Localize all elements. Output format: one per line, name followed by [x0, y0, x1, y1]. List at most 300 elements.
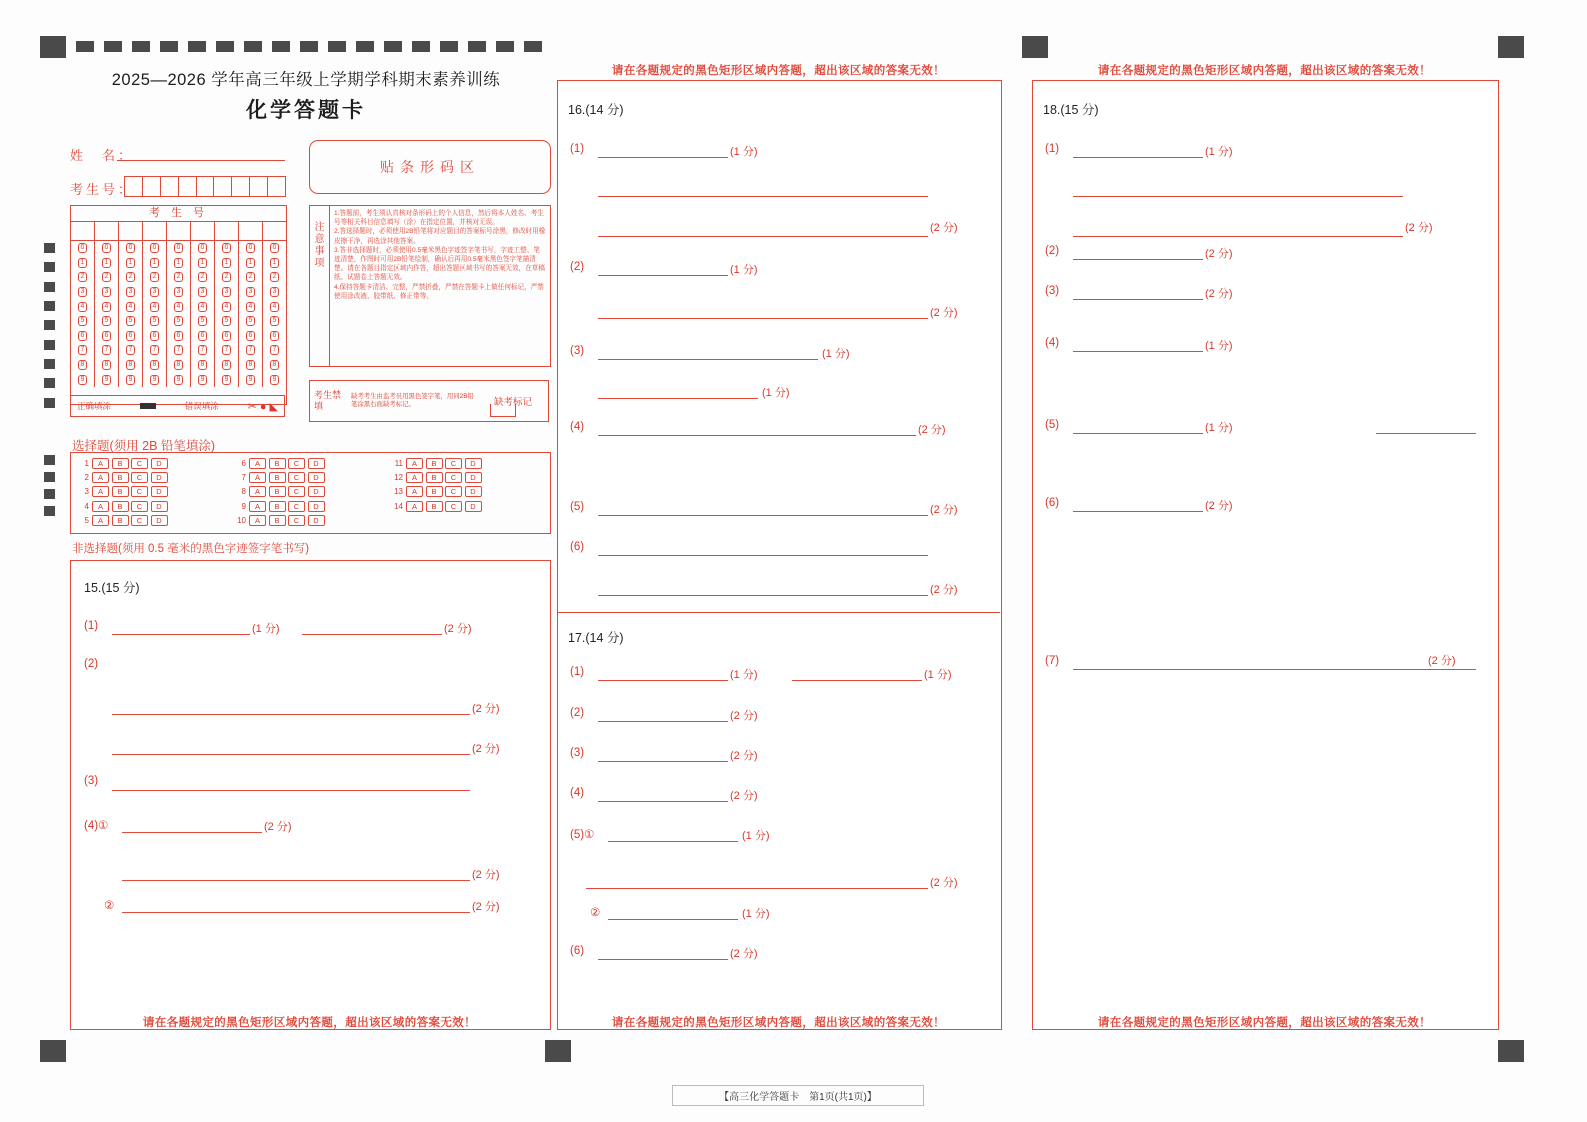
- student-id-bubble[interactable]: 3: [215, 285, 239, 300]
- choice-row-number: 3: [84, 487, 89, 497]
- student-id-bubble[interactable]: 0: [95, 241, 119, 256]
- q15-mark: (2 分): [472, 869, 500, 881]
- student-id-bubble[interactable]: 4: [167, 299, 191, 314]
- page-footer: 【高三化学答题卡 第1页(共1页)】: [672, 1085, 924, 1106]
- student-id-bubble[interactable]: 8: [191, 358, 215, 373]
- choice-option-bubble[interactable]: D: [308, 501, 325, 512]
- q18-answer-line[interactable]: [1073, 351, 1203, 352]
- choice-row-number: 11: [394, 458, 403, 468]
- choice-option-bubble[interactable]: B: [426, 472, 443, 483]
- q17-mark: (1 分): [742, 830, 770, 842]
- q15-item-4-label: (4)①: [84, 820, 109, 832]
- choice-option-bubble[interactable]: B: [269, 458, 286, 469]
- choice-option-bubble[interactable]: B: [112, 486, 129, 497]
- choice-option-bubble[interactable]: D: [151, 501, 168, 512]
- name-label: 姓 名：: [70, 148, 135, 163]
- question-title-16: 16.(14 分): [568, 103, 624, 117]
- q17-mark: (1 分): [742, 908, 770, 920]
- q17-mark: (1 分): [730, 669, 758, 681]
- choice-option-bubble[interactable]: C: [131, 458, 148, 469]
- student-id-bubble[interactable]: 9: [95, 372, 119, 387]
- q18-answer-line[interactable]: [1073, 669, 1476, 670]
- choice-row-number: 5: [84, 516, 89, 526]
- choice-row[interactable]: [75, 514, 232, 528]
- side-mark: [44, 359, 55, 369]
- student-id-bubble[interactable]: 1: [263, 256, 286, 271]
- student-id-bubble-row[interactable]: [71, 358, 286, 373]
- choice-row[interactable]: [389, 485, 546, 499]
- q16-answer-line[interactable]: [598, 555, 928, 556]
- choice-option-bubble[interactable]: C: [131, 501, 148, 512]
- instruction-item: 1.答题前，考生须认真核对条形码上的个人信息，然后将本人姓名、考生号等相关科目信息填写（涂）在指定位置，并核对无误。: [334, 210, 544, 227]
- choice-option-bubble[interactable]: B: [269, 515, 286, 526]
- student-id-bubble[interactable]: 6: [191, 329, 215, 344]
- corner-mark-tl: [40, 36, 66, 58]
- choice-row-number: 14: [394, 501, 403, 511]
- student-id-bubble[interactable]: 3: [119, 285, 143, 300]
- bottom-warning-middle: 请在各题规定的黑色矩形区域内答题，超出该区域的答案无效！: [611, 1017, 946, 1029]
- student-id-bubble[interactable]: 2: [71, 270, 95, 285]
- student-id-bubble[interactable]: 8: [95, 358, 119, 373]
- q18-mark: (1 分): [1205, 340, 1233, 352]
- student-id-bubble[interactable]: 4: [95, 299, 119, 314]
- student-id-bubble[interactable]: 3: [167, 285, 191, 300]
- choice-option-bubble[interactable]: D: [465, 486, 482, 497]
- q18-item-4-label: (4): [1045, 337, 1060, 349]
- choice-option-bubble[interactable]: C: [288, 501, 305, 512]
- edge-mark: [468, 41, 486, 52]
- student-id-bubble[interactable]: 2: [191, 270, 215, 285]
- student-id-bubble[interactable]: 7: [167, 343, 191, 358]
- choice-option-bubble[interactable]: C: [288, 472, 305, 483]
- choice-row[interactable]: [75, 485, 232, 499]
- q16-answer-line[interactable]: [598, 435, 916, 436]
- student-id-bubble[interactable]: 5: [215, 314, 239, 329]
- q17-answer-line[interactable]: [608, 919, 738, 920]
- student-id-bubble[interactable]: 9: [71, 372, 95, 387]
- absent-mark-label: 缺考标记: [493, 397, 532, 408]
- q17-item-3-label: (3): [570, 747, 585, 759]
- choice-option-bubble[interactable]: B: [426, 501, 443, 512]
- choice-option-bubble[interactable]: D: [308, 472, 325, 483]
- choice-option-bubble[interactable]: B: [426, 458, 443, 469]
- q18-item-5-label: (5): [1045, 419, 1060, 431]
- student-id-bubble[interactable]: 5: [71, 314, 95, 329]
- q18-answer-line[interactable]: [1376, 433, 1476, 434]
- choice-option-bubble[interactable]: C: [445, 458, 462, 469]
- choice-option-bubble[interactable]: C: [445, 501, 462, 512]
- answer-panel-q15[interactable]: [70, 560, 551, 1030]
- choice-option-bubble[interactable]: C: [288, 458, 305, 469]
- instruction-item: 3.答非选择题时，必须使用0.5毫米黑色字迹签字笔书写，字迹工整、笔迹清楚，作图时可用2B铅笔绘制，确认后再用0.5毫米黑色签字笔描清楚。请在各题目指定区域内作答，超出答题区域书写的答案无效，在草稿纸、试题卷上答题无效。: [334, 246, 545, 282]
- edge-mark: [524, 41, 542, 52]
- edge-mark: [216, 41, 234, 52]
- choice-option-bubble[interactable]: D: [308, 515, 325, 526]
- choice-option-bubble[interactable]: B: [269, 472, 286, 483]
- student-id-bubble[interactable]: 7: [263, 343, 286, 358]
- choice-row-number: 10: [237, 516, 246, 526]
- student-id-bubble-row[interactable]: [71, 299, 286, 314]
- top-warning-middle: 请在各题规定的黑色矩形区域内答题，超出该区域的答案无效！: [611, 65, 946, 77]
- student-id-bubble[interactable]: 2: [239, 270, 263, 285]
- choice-option-bubble[interactable]: B: [112, 472, 129, 483]
- student-id-bubble[interactable]: 4: [143, 299, 167, 314]
- student-id-bubble[interactable]: 2: [143, 270, 167, 285]
- choice-column-2[interactable]: [232, 456, 389, 530]
- student-id-bubble[interactable]: 0: [143, 241, 167, 256]
- student-id-bubble[interactable]: 1: [95, 256, 119, 271]
- absent-mark-bubble[interactable]: [490, 404, 516, 417]
- q17-item-5-label: (5)①: [570, 829, 595, 841]
- choice-row[interactable]: [232, 456, 389, 470]
- choice-option-bubble[interactable]: C: [131, 472, 148, 483]
- q15-answer-line[interactable]: [122, 912, 470, 913]
- q17-mark: (2 分): [730, 750, 758, 762]
- student-id-bubble[interactable]: 7: [191, 343, 215, 358]
- choice-option-bubble[interactable]: D: [151, 486, 168, 497]
- side-mark: [44, 455, 55, 465]
- student-id-bubble[interactable]: 9: [119, 372, 143, 387]
- edge-mark: [272, 41, 290, 52]
- student-id-bubble[interactable]: 6: [167, 329, 191, 344]
- q18-item-2-label: (2): [1045, 245, 1060, 257]
- student-id-bubble[interactable]: 6: [263, 329, 286, 344]
- choice-section-title: 选择题(须用 2B 铅笔填涂): [72, 439, 216, 453]
- q16-answer-line[interactable]: [598, 157, 728, 158]
- exam-no-input[interactable]: [124, 176, 286, 197]
- student-id-bubble[interactable]: 3: [263, 285, 286, 300]
- choice-option-bubble[interactable]: A: [92, 515, 109, 526]
- side-mark: [44, 262, 55, 272]
- q17-answer-line[interactable]: [598, 761, 728, 762]
- q15-answer-line[interactable]: [112, 790, 470, 791]
- q17-answer-line[interactable]: [598, 721, 728, 722]
- q17-answer-line[interactable]: [598, 801, 728, 802]
- student-id-bubble[interactable]: 3: [95, 285, 119, 300]
- choice-option-bubble[interactable]: D: [465, 501, 482, 512]
- student-id-bubble[interactable]: 7: [71, 343, 95, 358]
- student-id-bubble[interactable]: 4: [71, 299, 95, 314]
- choice-option-bubble[interactable]: A: [406, 458, 423, 469]
- student-id-bubble[interactable]: 1: [239, 256, 263, 271]
- choice-row[interactable]: [389, 499, 546, 513]
- side-mark: [44, 506, 55, 516]
- choice-option-bubble[interactable]: D: [465, 458, 482, 469]
- student-id-bubble-row[interactable]: [71, 270, 286, 285]
- corner-mark-br: [1498, 1040, 1524, 1062]
- student-id-bubble[interactable]: 6: [215, 329, 239, 344]
- student-id-bubble-rows[interactable]: [71, 241, 286, 387]
- choice-column-3[interactable]: [389, 456, 546, 530]
- student-id-bubble[interactable]: 5: [239, 314, 263, 329]
- fill-example-box: [70, 395, 285, 417]
- student-id-bubble-row[interactable]: [71, 372, 286, 387]
- student-id-bubble[interactable]: 3: [239, 285, 263, 300]
- choice-option-bubble[interactable]: A: [249, 458, 266, 469]
- q15-item-3-label: (3): [84, 775, 99, 787]
- q18-answer-line[interactable]: [1073, 433, 1203, 434]
- q17-item-6-label: ②: [590, 907, 601, 919]
- student-id-bubble[interactable]: 1: [143, 256, 167, 271]
- student-id-bubble[interactable]: 0: [191, 241, 215, 256]
- q16-mark: (2 分): [930, 504, 958, 516]
- choice-option-bubble[interactable]: A: [92, 501, 109, 512]
- q18-answer-line[interactable]: [1073, 236, 1403, 237]
- choice-row-number: 6: [241, 458, 246, 468]
- student-id-bubble[interactable]: 9: [215, 372, 239, 387]
- student-id-bubble[interactable]: 0: [167, 241, 191, 256]
- q18-mark: (2 分): [1205, 288, 1233, 300]
- student-id-bubble-row[interactable]: [71, 329, 286, 344]
- student-id-bubble[interactable]: 9: [191, 372, 215, 387]
- question-title-18: 18.(15 分): [1043, 103, 1099, 117]
- q15-answer-line[interactable]: [122, 880, 470, 881]
- student-id-bubble[interactable]: 8: [263, 358, 286, 373]
- choice-option-bubble[interactable]: A: [249, 486, 266, 497]
- choice-row[interactable]: [75, 456, 232, 470]
- edge-mark: [328, 41, 346, 52]
- student-id-bubble[interactable]: 5: [143, 314, 167, 329]
- choice-row[interactable]: [232, 499, 389, 513]
- q17-item-1-label: (1): [570, 666, 585, 678]
- student-id-bubble[interactable]: 7: [239, 343, 263, 358]
- fill-wrong-marks: ✂ ● ◣: [247, 400, 278, 413]
- student-id-bubble[interactable]: 0: [215, 241, 239, 256]
- q18-mark: (1 分): [1205, 422, 1233, 434]
- choice-option-bubble[interactable]: A: [249, 515, 266, 526]
- choice-row[interactable]: [389, 470, 546, 484]
- edge-mark: [356, 41, 374, 52]
- student-id-digit-entry-row[interactable]: [71, 222, 286, 241]
- q18-mark: (2 分): [1205, 500, 1233, 512]
- student-id-bubble[interactable]: 2: [119, 270, 143, 285]
- choice-option-bubble[interactable]: D: [465, 472, 482, 483]
- student-id-bubble[interactable]: 7: [119, 343, 143, 358]
- student-id-bubble[interactable]: 2: [215, 270, 239, 285]
- instruction-item: 2.答选择题时，必须使用2B铅笔将对应题目的答案标号涂黑，修改时用橡皮擦干净，再选涂其他答案。: [334, 228, 546, 245]
- edge-mark: [244, 41, 262, 52]
- student-id-bubble[interactable]: 1: [71, 256, 95, 271]
- choice-row[interactable]: [232, 485, 389, 499]
- choice-option-bubble[interactable]: A: [249, 501, 266, 512]
- choice-option-bubble[interactable]: D: [151, 472, 168, 483]
- q16-item-1-label: (1): [570, 143, 585, 155]
- q18-answer-line[interactable]: [1073, 259, 1203, 260]
- choice-option-bubble[interactable]: A: [92, 458, 109, 469]
- choice-option-bubble[interactable]: B: [112, 501, 129, 512]
- choice-option-bubble[interactable]: B: [426, 486, 443, 497]
- q16-answer-line[interactable]: [598, 196, 928, 197]
- student-id-bubble[interactable]: 6: [143, 329, 167, 344]
- student-id-bubble[interactable]: 8: [239, 358, 263, 373]
- student-id-bubble[interactable]: 4: [263, 299, 286, 314]
- student-id-bubble[interactable]: 1: [191, 256, 215, 271]
- student-id-bubble[interactable]: 7: [215, 343, 239, 358]
- student-id-bubble[interactable]: 6: [95, 329, 119, 344]
- q16-answer-line[interactable]: [598, 275, 728, 276]
- student-id-bubble[interactable]: 8: [167, 358, 191, 373]
- q15-answer-line[interactable]: [122, 832, 262, 833]
- student-id-bubble[interactable]: 4: [215, 299, 239, 314]
- student-id-bubble-row[interactable]: [71, 241, 286, 256]
- q17-answer-line[interactable]: [586, 888, 928, 889]
- student-id-bubble[interactable]: 9: [167, 372, 191, 387]
- choice-option-bubble[interactable]: B: [112, 515, 129, 526]
- q18-answer-line[interactable]: [1073, 511, 1203, 512]
- student-id-bubble[interactable]: 5: [119, 314, 143, 329]
- q16-mark: (1 分): [730, 264, 758, 276]
- student-id-bubble[interactable]: 6: [119, 329, 143, 344]
- student-id-grid[interactable]: [70, 205, 287, 405]
- student-id-bubble[interactable]: 1: [167, 256, 191, 271]
- student-id-bubble[interactable]: 2: [167, 270, 191, 285]
- choice-option-bubble[interactable]: A: [406, 486, 423, 497]
- student-id-bubble[interactable]: 2: [263, 270, 286, 285]
- q17-answer-line[interactable]: [598, 680, 728, 681]
- student-id-bubble[interactable]: 4: [239, 299, 263, 314]
- q16-answer-line[interactable]: [598, 595, 928, 596]
- student-id-bubble[interactable]: 1: [215, 256, 239, 271]
- choice-column-1[interactable]: [75, 456, 232, 530]
- student-id-bubble[interactable]: 9: [143, 372, 167, 387]
- choice-option-bubble[interactable]: A: [92, 472, 109, 483]
- choice-option-bubble[interactable]: A: [92, 486, 109, 497]
- student-id-bubble-row[interactable]: [71, 285, 286, 300]
- instructions-text: [330, 206, 550, 366]
- q17-mark: (2 分): [730, 790, 758, 802]
- student-id-bubble[interactable]: 0: [119, 241, 143, 256]
- edge-mark: [76, 41, 94, 52]
- q18-mark: (2 分): [1405, 222, 1433, 234]
- choice-option-bubble[interactable]: A: [249, 472, 266, 483]
- q17-answer-line[interactable]: [608, 841, 738, 842]
- q15-answer-line[interactable]: [112, 634, 250, 635]
- fill-wrong-label: 错误填涂: [184, 401, 219, 411]
- student-id-bubble[interactable]: 2: [95, 270, 119, 285]
- student-id-bubble[interactable]: 5: [167, 314, 191, 329]
- student-id-bubble[interactable]: 9: [263, 372, 286, 387]
- choice-option-bubble[interactable]: C: [445, 472, 462, 483]
- student-id-bubble[interactable]: 8: [215, 358, 239, 373]
- instruction-item: 4.保持答题卡清洁、完整，严禁折叠，严禁在答题卡上做任何标记，严禁使用涂改液、胶带纸、修正带等。: [334, 283, 544, 300]
- corner-mark-bl: [40, 1040, 66, 1062]
- q17-answer-line[interactable]: [598, 959, 728, 960]
- edge-mark: [496, 41, 514, 52]
- choice-option-bubble[interactable]: C: [131, 515, 148, 526]
- q17-mark: (2 分): [730, 710, 758, 722]
- q18-answer-line[interactable]: [1073, 299, 1203, 300]
- student-id-bubble[interactable]: 5: [191, 314, 215, 329]
- q18-answer-line[interactable]: [1073, 196, 1403, 197]
- choice-option-bubble[interactable]: B: [269, 501, 286, 512]
- page-title-line2: 化学答题卡: [246, 99, 366, 122]
- q15-item-1-label: (1): [84, 620, 99, 632]
- student-id-bubble[interactable]: 6: [239, 329, 263, 344]
- candidate-fill-label: 考生禁填: [314, 390, 342, 411]
- choice-row[interactable]: [232, 514, 389, 528]
- q16-answer-line[interactable]: [598, 359, 818, 360]
- q16-answer-line[interactable]: [598, 398, 758, 399]
- student-id-bubble[interactable]: 0: [239, 241, 263, 256]
- choice-option-bubble[interactable]: B: [269, 486, 286, 497]
- q18-mark: (1 分): [1205, 146, 1233, 158]
- edge-mark: [132, 41, 150, 52]
- student-id-bubble[interactable]: 5: [263, 314, 286, 329]
- q15-mark: (2 分): [264, 821, 292, 833]
- student-id-bubble[interactable]: 4: [119, 299, 143, 314]
- choice-option-bubble[interactable]: A: [406, 501, 423, 512]
- q17-item-7-label: (6): [570, 945, 585, 957]
- q15-answer-line[interactable]: [112, 714, 470, 715]
- choice-option-bubble[interactable]: C: [288, 515, 305, 526]
- student-id-bubble-row[interactable]: [71, 314, 286, 329]
- q16-answer-line[interactable]: [598, 515, 928, 516]
- choice-option-bubble[interactable]: D: [308, 458, 325, 469]
- student-id-bubble[interactable]: 3: [191, 285, 215, 300]
- fill-correct-mark: [140, 403, 156, 409]
- q16-answer-line[interactable]: [598, 236, 928, 237]
- student-id-bubble[interactable]: 3: [143, 285, 167, 300]
- student-id-bubble[interactable]: 8: [119, 358, 143, 373]
- q15-mark: (2 分): [472, 703, 500, 715]
- choice-option-bubble[interactable]: D: [151, 458, 168, 469]
- student-id-bubble[interactable]: 0: [71, 241, 95, 256]
- student-id-bubble[interactable]: 6: [71, 329, 95, 344]
- q16-mark: (2 分): [918, 424, 946, 436]
- q17-answer-line[interactable]: [792, 680, 922, 681]
- student-id-bubble[interactable]: 1: [119, 256, 143, 271]
- choice-row-number: 4: [84, 501, 89, 511]
- choice-row-number: 7: [241, 473, 246, 483]
- q15-answer-line[interactable]: [112, 754, 470, 755]
- q16-answer-line[interactable]: [598, 318, 928, 319]
- choice-option-bubble[interactable]: C: [445, 486, 462, 497]
- choice-option-bubble[interactable]: C: [288, 486, 305, 497]
- choice-answer-box[interactable]: [70, 452, 551, 534]
- q16-mark: (1 分): [730, 146, 758, 158]
- q17-mark: (1 分): [924, 669, 952, 681]
- choice-option-bubble[interactable]: B: [112, 458, 129, 469]
- side-mark: [44, 489, 55, 499]
- choice-row-number: 9: [241, 501, 246, 511]
- student-id-bubble[interactable]: 7: [95, 343, 119, 358]
- choice-row[interactable]: [75, 499, 232, 513]
- student-id-bubble[interactable]: 5: [95, 314, 119, 329]
- q18-mark: (2 分): [1205, 248, 1233, 260]
- student-id-bubble[interactable]: 8: [71, 358, 95, 373]
- student-id-bubble[interactable]: 8: [143, 358, 167, 373]
- q15-answer-line[interactable]: [302, 634, 442, 635]
- choice-row[interactable]: [232, 470, 389, 484]
- choice-option-bubble[interactable]: D: [151, 515, 168, 526]
- student-id-bubble[interactable]: 9: [239, 372, 263, 387]
- choice-option-bubble[interactable]: D: [308, 486, 325, 497]
- choice-option-bubble[interactable]: A: [406, 472, 423, 483]
- student-id-bubble[interactable]: 4: [191, 299, 215, 314]
- choice-option-bubble[interactable]: C: [131, 486, 148, 497]
- choice-row[interactable]: [75, 470, 232, 484]
- choice-row[interactable]: [389, 456, 546, 470]
- student-id-bubble-row[interactable]: [71, 256, 286, 271]
- q18-answer-line[interactable]: [1073, 157, 1203, 158]
- student-id-bubble[interactable]: 0: [263, 241, 286, 256]
- student-id-bubble-row[interactable]: [71, 343, 286, 358]
- name-input[interactable]: [117, 160, 285, 161]
- student-id-bubble[interactable]: 7: [143, 343, 167, 358]
- bottom-warning-left: 请在各题规定的黑色矩形区域内答题，超出该区域的答案无效！: [142, 1017, 477, 1029]
- student-id-bubble[interactable]: 3: [71, 285, 95, 300]
- q15-mark: (2 分): [472, 901, 500, 913]
